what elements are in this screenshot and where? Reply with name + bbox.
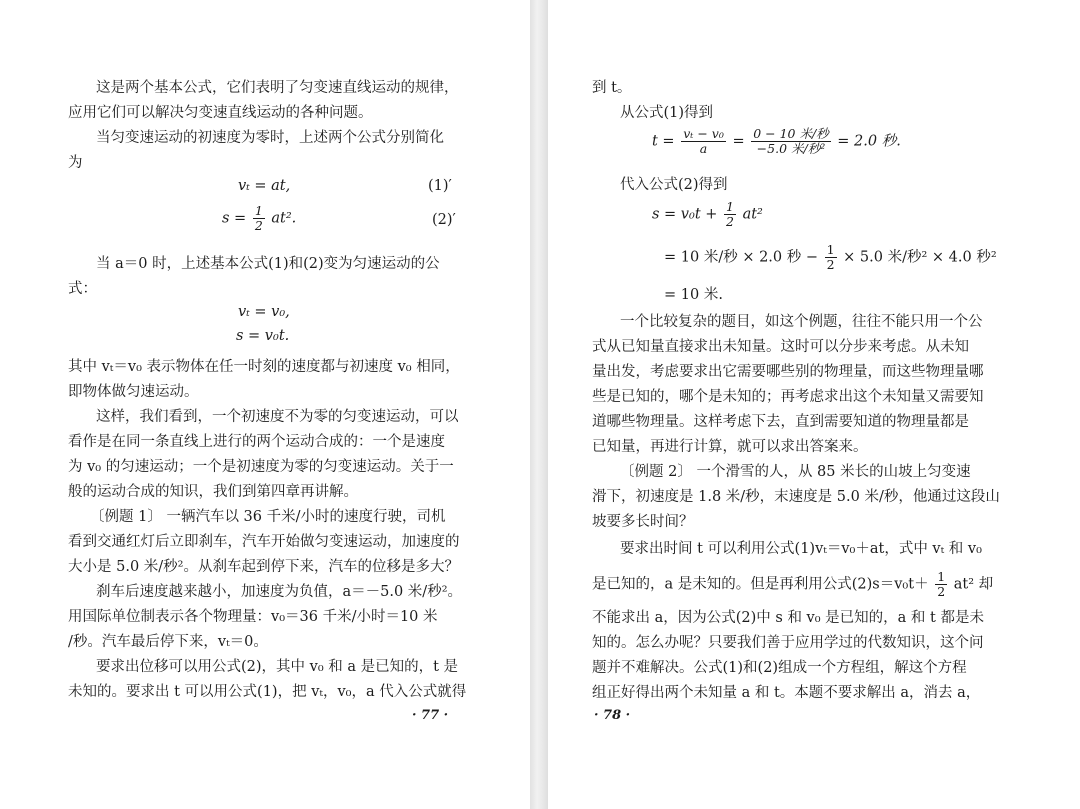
book-gutter bbox=[530, 0, 548, 809]
fraction-denominator: 2 bbox=[254, 218, 263, 233]
fraction-numerator: 1 bbox=[937, 569, 946, 584]
fraction bbox=[751, 127, 830, 156]
equation-number: (1)′ bbox=[428, 178, 452, 194]
right-page bbox=[548, 0, 1080, 809]
text-line: 刹车后速度越来越小，加速度为负值，a＝－5.0 米/秒²。 bbox=[96, 584, 463, 600]
page-number: · 78 · bbox=[594, 708, 631, 723]
text-line: /秒。汽车最后停下来，vₜ＝0。 bbox=[68, 634, 268, 650]
equation-s3: = 10 米. bbox=[664, 287, 723, 303]
fraction-numerator: 1 bbox=[826, 242, 835, 257]
equation-text: = 2.0 秒. bbox=[837, 133, 901, 150]
text-line: 般的运动合成的知识，我们到第四章再讲解。 bbox=[68, 484, 358, 500]
page-number: · 77 · bbox=[412, 708, 449, 723]
fraction-denominator: −5.0 米/秒² bbox=[756, 141, 826, 156]
text-line: 代入公式(2)得到 bbox=[620, 177, 728, 193]
equation-text: × 5.0 米/秒² × 4.0 秒² bbox=[843, 249, 997, 266]
equation-t: t = $\frac{\text{vₜ − v₀}}{a}$ = $\frac{\text{0 − 10 米/秒}}{\text{−5.0 米/秒²}}$ = 2.0 秒. bbox=[652, 126, 901, 156]
fraction bbox=[724, 200, 736, 229]
fraction-denominator: a bbox=[699, 141, 708, 156]
text-line: 看到交通红灯后立即刹车，汽车开始做匀变速运动，加速度的 bbox=[68, 534, 460, 550]
fraction-denominator: 2 bbox=[726, 214, 734, 229]
text-line: 为 bbox=[68, 155, 83, 171]
fraction-numerator: 1 bbox=[726, 199, 734, 214]
fraction bbox=[825, 243, 837, 272]
equation-text: at². bbox=[271, 210, 297, 227]
left-page bbox=[0, 0, 530, 809]
text-line: 到 t。 bbox=[592, 80, 632, 96]
equation-3: vₜ = v₀, bbox=[238, 304, 290, 320]
text-line: 已知量，再进行计算，就可以求出答案来。 bbox=[592, 439, 868, 455]
text-line: 式从已知量直接求出未知量。这时可以分步来考虑。从未知 bbox=[592, 339, 969, 355]
text-line: 滑下，初速度是 1.8 米/秒，末速度是 5.0 米/秒，他通过这段山 bbox=[592, 489, 1000, 505]
text-line: 为 v₀ 的匀速运动；一个是初速度为零的匀变速运动。关于一 bbox=[68, 459, 454, 475]
equation-text: s = v₀t + bbox=[652, 206, 718, 223]
text-line: 些是已知的，哪个是未知的；再考虑求出这个未知量又需要知 bbox=[592, 389, 984, 405]
text-line: 应用它们可以解决匀变速直线运动的各种问题。 bbox=[68, 105, 373, 121]
text-line: 坡要多长时间？ bbox=[592, 514, 694, 530]
text-line: 看作是在同一条直线上进行的两个运动合成的：一个是速度 bbox=[68, 434, 445, 450]
text-line-formula bbox=[592, 570, 993, 599]
equation-1: vₜ = at, bbox=[238, 178, 291, 194]
text-line: 其中 vₜ＝v₀ 表示物体在任一时刻的速度都与初速度 v₀ 相同， bbox=[68, 359, 460, 375]
fraction bbox=[935, 570, 947, 599]
equation-s1 bbox=[652, 200, 763, 229]
fraction bbox=[253, 204, 265, 233]
equation-text: t = bbox=[652, 133, 675, 150]
fraction-numerator: 1 bbox=[254, 203, 263, 218]
equation-text: at² bbox=[742, 206, 763, 223]
text-line: 量出发，考虑要求出它需要哪些别的物理量，而这些物理量哪 bbox=[592, 364, 984, 380]
text-fragment: 是已知的，a 是未知的。但是再利用公式(2)s＝v₀t＋ bbox=[592, 576, 929, 593]
text-line: 用国际单位制表示各个物理量：v₀＝36 千米/小时＝10 米 bbox=[68, 609, 438, 625]
text-line: 道哪些物理量。这样考虑下去，直到需要知道的物理量都是 bbox=[592, 414, 969, 430]
text-line: 从公式(1)得到 bbox=[620, 105, 714, 121]
text-line: 要求出位移可以用公式(2)，其中 v₀ 和 a 是已知的，t 是 bbox=[96, 659, 459, 675]
text-line: 这是两个基本公式，它们表明了匀变速直线运动的规律， bbox=[96, 80, 459, 96]
text-line: 要求出时间 t 可以利用公式(1)vₜ＝v₀＋at，式中 vₜ 和 v₀ bbox=[620, 541, 982, 557]
equation-4: s = v₀t. bbox=[236, 328, 290, 344]
text-line: 知的。怎么办呢？只要我们善于应用学过的代数知识，这个问 bbox=[592, 635, 984, 651]
text-line: 即物体做匀速运动。 bbox=[68, 384, 199, 400]
text-line: 题并不难解决。公式(1)和(2)组成一个方程组，解这个方程 bbox=[592, 660, 967, 676]
text-fragment: at² 却 bbox=[953, 576, 994, 593]
text-line: 组正好得出两个未知量 a 和 t。本题不要求解出 a，消去 a， bbox=[592, 685, 981, 701]
text-line: 一个比较复杂的题目，如这个例题，往往不能只用一个公 bbox=[620, 314, 983, 330]
fraction-denominator: 2 bbox=[937, 584, 946, 599]
text-line: 这样，我们看到，一个初速度不为零的匀变速运动，可以 bbox=[96, 409, 459, 425]
text-line: 不能求出 a，因为公式(2)中 s 和 v₀ 是已知的，a 和 t 都是未 bbox=[592, 610, 984, 626]
text-line: 〔例题 2〕 一个滑雪的人，从 85 米长的山坡上匀变速 bbox=[620, 464, 971, 480]
text-line: 当 a＝0 时，上述基本公式(1)和(2)变为匀速运动的公 bbox=[96, 256, 440, 272]
fraction bbox=[681, 127, 726, 156]
text-line: 式： bbox=[68, 281, 97, 297]
fraction-denominator: 2 bbox=[826, 257, 835, 272]
text-line: 〔例题 1〕 一辆汽车以 36 千米/小时的速度行驶，司机 bbox=[90, 509, 446, 525]
text-line: 未知的。要求出 t 可以用公式(1)，把 vₜ，v₀，a 代入公式就得 bbox=[68, 684, 467, 700]
equation-s2 bbox=[664, 243, 997, 272]
equation-2 bbox=[222, 204, 296, 233]
fraction-numerator: vₜ − v₀ bbox=[683, 126, 724, 141]
equation-text: s = bbox=[222, 210, 247, 227]
text-line: 当匀变速运动的初速度为零时，上述两个公式分别简化 bbox=[96, 130, 444, 146]
text-line: 大小是 5.0 米/秒²。从刹车起到停下来，汽车的位移是多大？ bbox=[68, 559, 459, 575]
equation-text: = 10 米/秒 × 2.0 秒 − bbox=[664, 249, 818, 266]
fraction-numerator: 0 − 10 米/秒 bbox=[753, 126, 829, 141]
equation-number: (2)′ bbox=[432, 212, 456, 228]
